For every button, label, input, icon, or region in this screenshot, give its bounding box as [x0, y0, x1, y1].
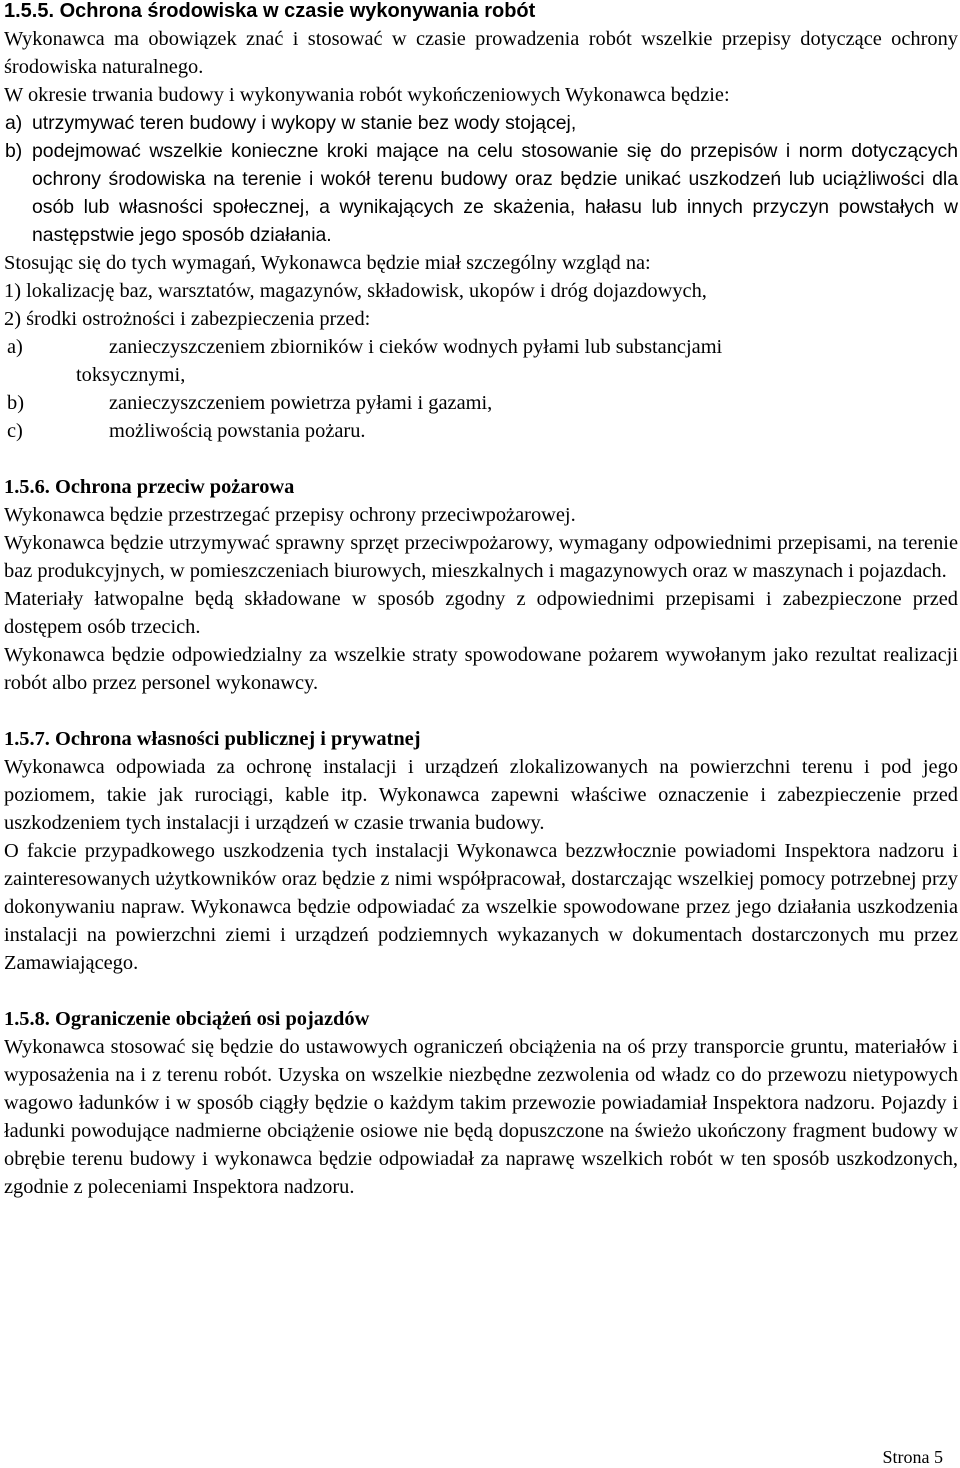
spacer [4, 445, 958, 473]
paragraph: Wykonawca odpowiada za ochronę instalacji i urządzeń zlokalizowanych na powierzchni terenu i pod jego poziomem, takie jak rurociągi, kable itp. Wykonawca zapewni właściwe oznaczenie i zabezpieczenie przed uszkodzeniem tych instalacji i urządzeń w czasie trwania budowy. [4, 756, 958, 834]
section-heading-1-5-6: 1.5.6. Ochrona przeciw pożarowa [4, 476, 295, 498]
obligations-list [4, 109, 958, 249]
paragraph: Wykonawca będzie utrzymywać sprawny sprzęt przeciwpożarowy, wymagany odpowiednimi przepisami, na terenie baz produkcyjnych, w pomieszczeniach biurowych, mieszkalnych i magazynowych oraz w maszynach i pojazdach. [4, 532, 958, 582]
page-number: Strona 5 [882, 1447, 943, 1467]
list-marker: c) [7, 420, 23, 442]
list-item [4, 333, 958, 361]
section-1-5-5-intro: Wykonawca ma obowiązek znać i stosować w czasie prowadzenia robót wszelkie przepisy dotyczące ochrony środowiska naturalnego. [4, 28, 958, 78]
list-item-continuation: toksycznymi, [76, 364, 186, 386]
section-1-5-5-lead: W okresie trwania budowy i wykonywania robót wykończeniowych Wykonawca będzie: [4, 84, 730, 106]
section-heading-1-5-7: 1.5.7. Ochrona własności publicznej i prywatnej [4, 728, 421, 750]
list-item-text: możliwością powstania pożaru. [109, 420, 366, 442]
section-1-5-5-lead2: Stosując się do tych wymagań, Wykonawca będzie miał szczególny wzgląd na: [4, 252, 651, 274]
list-marker: a) [5, 112, 23, 134]
spacer [4, 697, 958, 725]
paragraph: Materiały łatwopalne będą składowane w sposób zgodny z odpowiednimi przepisami i zabezpieczone przed dostępem osób trzecich. [4, 588, 958, 638]
paragraph: Wykonawca będzie odpowiedzialny za wszelkie straty spowodowane pożarem wywołanym jako rezultat realizacji robót albo przez personel wykonawcy. [4, 644, 958, 694]
paragraph: Wykonawca będzie przestrzegać przepisy ochrony przeciwpożarowej. [4, 504, 576, 526]
document-page [4, 0, 958, 1201]
list-marker: b) [7, 392, 24, 414]
list-item-text: podejmować wszelkie konieczne kroki mające na celu stosowanie się do przepisów i norm dotyczących ochrony środowiska na terenie i wokół terenu budowy oraz będzie unikać uszkodzeń lub uciążliwości dla osób lub własności społecznej, a wynikających ze skażenia, hałasu lub innych przyczyn powstałych w następstwie jego sposób działania. [32, 140, 958, 246]
list-item-text: zanieczyszczeniem zbiorników i cieków wodnych pyłami lub substancjami [109, 336, 723, 358]
list-item-text: zanieczyszczeniem powietrza pyłami i gazami, [109, 392, 493, 414]
list-marker: a) [7, 336, 23, 358]
paragraph: O fakcie przypadkowego uszkodzenia tych instalacji Wykonawca bezzwłocznie powiadomi Inspektora nadzoru i zainteresowanych użytkowników oraz będzie z nimi współpracował, dostarczając wszelkiej pomocy potrzebnej przy dokonywaniu napraw. Wykonawca będzie odpowiadać za wszelkie spowodowane przez jego działania uszkodzenia instalacji na powierzchni ziemi i urządzeń podziemnych wykazanych w dokumentach dostarczonych mu przez Zamawiającego. [4, 840, 958, 974]
numbered-item-2: 2) środki ostrożności i zabezpieczenia przed: [4, 308, 371, 330]
spacer [4, 977, 958, 1005]
list-item [4, 137, 958, 249]
paragraph: Wykonawca stosować się będzie do ustawowych ograniczeń obciążenia na oś przy transporcie gruntu, materiałów i wyposażenia na i z terenu robót. Uzyska on wszelkie niezbędne zezwolenia od władz co do przewozu nietypowych wagowo ładunków i w sposób ciągły będzie o każdym takim przewozie powiadamiał Inspektora nadzoru. Pojazdy i ładunki powodujące nadmierne obciążenie osiowe nie będą dopuszczone na świeżo ukończony fragment budowy w obrębie terenu budowy i wykonawca będzie odpowiadał za naprawę wszelkich robót w ten sposób uszkodzonych, zgodnie z poleceniami Inspektora nadzoru. [4, 1036, 958, 1198]
list-item-text: utrzymywać teren budowy i wykopy w stanie bez wody stojącej, [32, 112, 577, 134]
list-item [4, 109, 958, 137]
list-item [4, 417, 958, 445]
list-item [4, 389, 958, 417]
precautions-list [4, 333, 958, 445]
numbered-item-1: 1) lokalizację baz, warsztatów, magazynów, składowisk, ukopów i dróg dojazdowych, [4, 280, 707, 302]
list-marker: b) [5, 140, 23, 162]
section-heading-1-5-5: 1.5.5. Ochrona środowiska w czasie wykonywania robót [4, 0, 536, 22]
section-heading-1-5-8: 1.5.8. Ograniczenie obciążeń osi pojazdów [4, 1008, 370, 1030]
